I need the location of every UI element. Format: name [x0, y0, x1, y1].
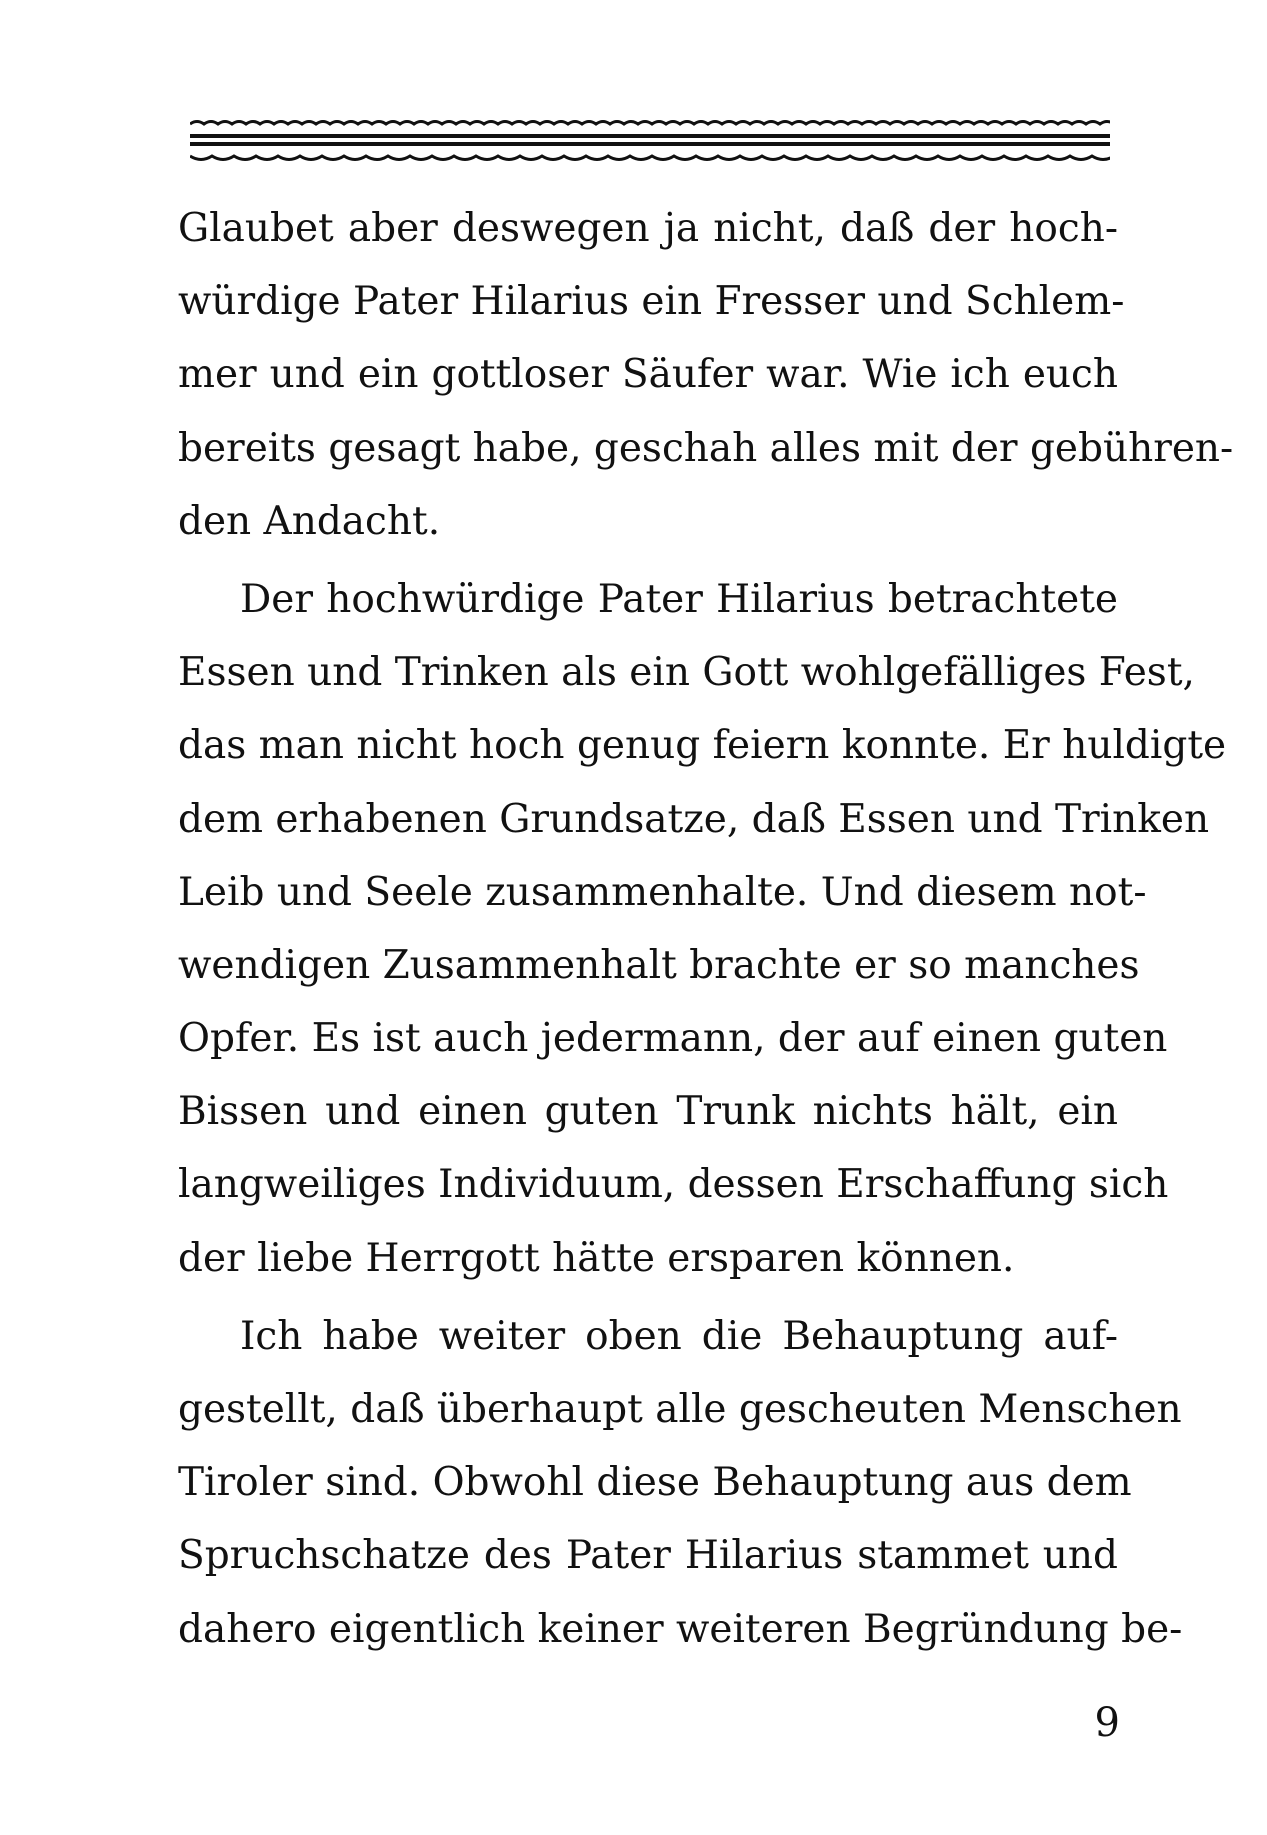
text-line: Spruchschatze des Pater Hilarius stammet und [178, 1533, 1118, 1579]
header-ornament [190, 112, 1110, 172]
text-line: Der hochwürdige Pater Hilarius betrachtete [240, 576, 1118, 622]
text-line: Opfer. Es ist auch jedermann, der auf einen guten [178, 1016, 1168, 1062]
text-line: würdige Pater Hilarius ein Fresser und Schlem- [178, 279, 1125, 325]
text-line: den Andacht. [178, 498, 441, 544]
text-line: gestellt, daß überhaupt alle gescheuten Menschen [178, 1387, 1182, 1432]
text-line: Bissen und einen guten Trunk nichts hält, ein [178, 1089, 1118, 1135]
paragraph-3 [178, 1300, 1183, 1666]
text-line: mer und ein gottloser Säufer war. Wie ich euch [178, 352, 1118, 398]
text-line: Essen und Trinken als ein Gott wohlgefälliges Fest, [178, 650, 1195, 696]
text-line: dahero eigentlich keiner weiteren Begründung be- [178, 1606, 1183, 1652]
text-line: Tiroler sind. Obwohl diese Behauptung aus dem [178, 1460, 1132, 1506]
paragraph-1 [178, 192, 1234, 558]
ornament-wave-bottom [190, 156, 1110, 160]
text-line: Glaubet aber deswegen ja nicht, daß der hoch- [178, 206, 1118, 251]
text-line: das man nicht hoch genug feiern konnte. Er huldigte [178, 723, 1227, 769]
text-line: dem erhabenen Grundsatze, daß Essen und Trinken [178, 796, 1210, 842]
ornament-bar-2 [190, 142, 1110, 146]
text-line: wendigen Zusammenhalt brachte er so manches [178, 942, 1140, 988]
text-line: langweiliges Individuum, dessen Erschaffung sich [178, 1162, 1169, 1208]
text-block [178, 192, 1234, 1666]
text-line: bereits gesagt habe, geschah alles mit der gebühren- [178, 425, 1234, 471]
paragraph-2 [178, 563, 1227, 1295]
page-number: 9 [1094, 1700, 1120, 1746]
text-line: Leib und Seele zusammenhalte. Und diesem not- [178, 869, 1147, 915]
ornament-wave-top [190, 122, 1110, 125]
text-line: der liebe Herrgott hätte ersparen können. [178, 1235, 1015, 1281]
ornament-bar-1 [190, 134, 1110, 138]
text-line: Ich habe weiter oben die Behauptung auf- [240, 1313, 1118, 1359]
